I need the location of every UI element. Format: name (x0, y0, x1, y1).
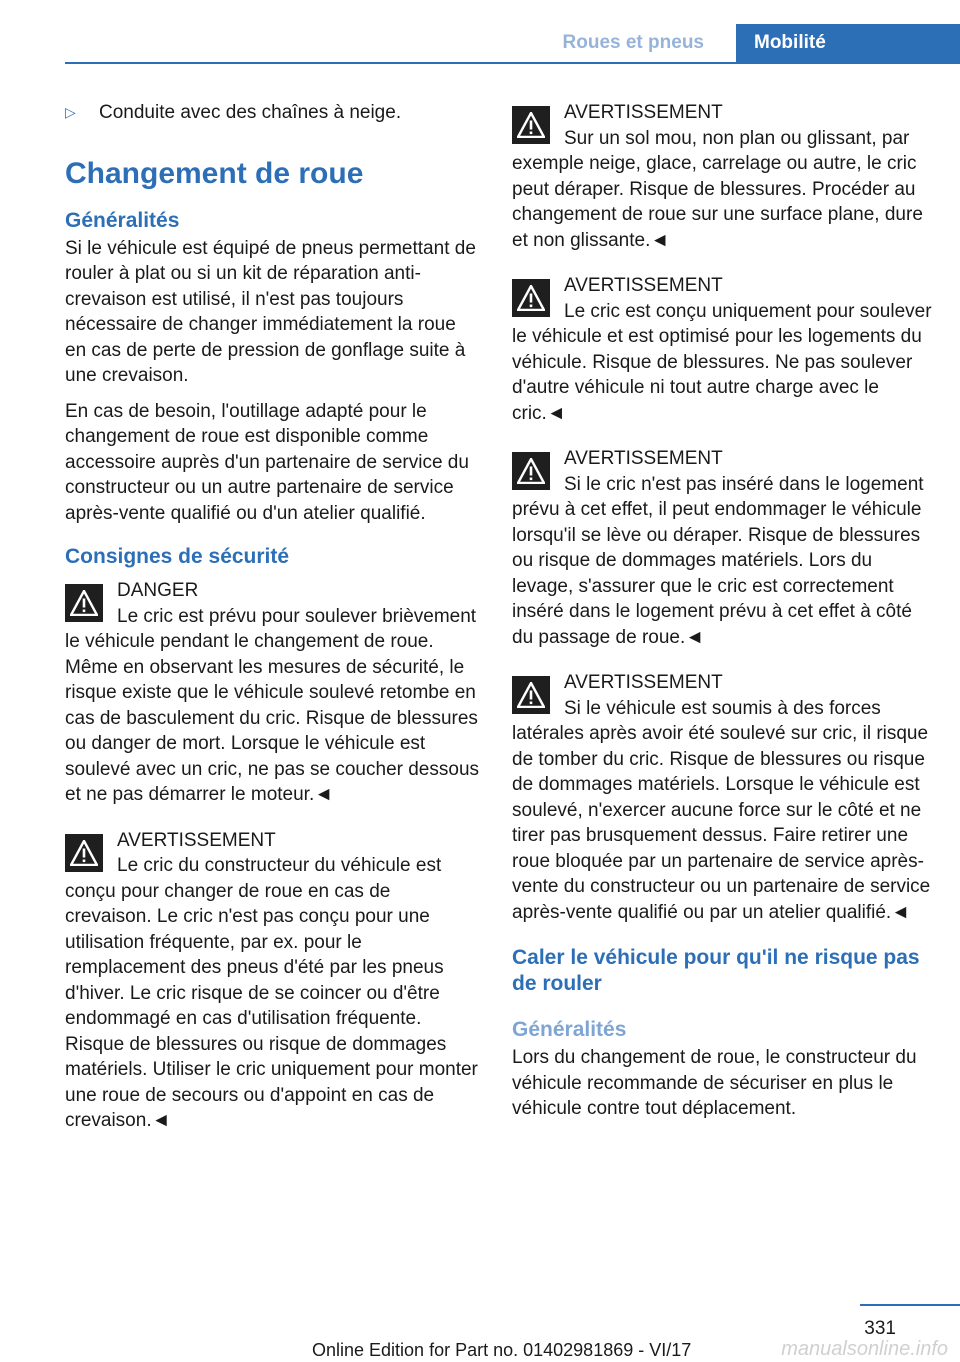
warning-title: AVERTISSEMENT (117, 829, 276, 851)
warning-text: Si le cric n'est pas inséré dans le logement prévu à cet effet, il peut endommager le véhicule lorsqu'il se lève ou déraper. Risque de blessures ou risque de dommages matériels. Lors du levage, s'assurer que le cric est correctement inséré dans le logement prévu à cet effet à côté du passage de roue.◄ (512, 473, 924, 648)
footer-rule (860, 1304, 960, 1306)
warning-text: Le cric est prévu pour soulever brièvement le véhicule pendant le changement de roue. Même en observant les mesures de sécurité, le risque existe que le véhicule soulevé retombe en cas de basculement du cric. Risque de blessures ou danger de mort. Lorsque le véhicule est soulevé avec un cric, ne pas se coucher dessous et ne pas démarrer le moteur.◄ (65, 605, 480, 805)
left-column (65, 100, 480, 1154)
warning-text: Le cric du constructeur du véhicule est conçu pour changer de roue en cas de crevaison. Le cric n'est pas conçu pour une utilisation fréquente, par ex. pour le remplacement des pneus d'été par les pneus d'hiver. Le cric risque de se coincer ou d'être endommagé en cas d'utilisation fréquente. Risque de blessures ou risque de dommages matériels. Utiliser le cric uniquement pour monter une roue de secours ou d'appoint en cas de crevaison.◄ (65, 855, 478, 1131)
warning-triangle-icon (65, 584, 103, 622)
right-column (512, 100, 932, 1132)
subsubsection-title-general: Généralités (512, 1018, 627, 1041)
warning-block (512, 446, 932, 650)
warning-title: AVERTISSEMENT (564, 275, 723, 296)
chapter-tab: Mobilité (736, 24, 960, 62)
danger-block (65, 578, 480, 808)
paragraph: Si le véhicule est équipé de pneus permettant de rouler à plat ou si un kit de réparation anti-crevaison est utilisé, il n'est pas toujours nécessaire de changer immédiatement la roue en cas de perte de pression de gonflage suite à une crevaison. (65, 237, 476, 386)
warning-triangle-icon (512, 452, 550, 490)
warning-block (65, 828, 480, 1134)
paragraph: En cas de besoin, l'outillage adapté pour le changement de roue est disponible comme accessoire auprès d'un partenaire de service du constructeur ou un autre partenaire de service après-vente qualifié ou d'un atelier qualifié. (65, 400, 469, 524)
warning-block (512, 670, 932, 925)
subsection-title-safety: Consignes de sécurité (65, 545, 290, 568)
warning-triangle-icon (512, 676, 550, 714)
warning-text: Sur un sol mou, non plan ou glissant, par exemple neige, glace, carrelage ou autre, le cric peut déraper. Risque de blessures. Procéder au changement de roue sur une surface plane, dure et non glissante.◄ (512, 127, 923, 251)
list-item (65, 100, 480, 126)
warning-title: AVERTISSEMENT (564, 672, 723, 693)
warning-triangle-icon (512, 106, 550, 144)
warning-text: Le cric est conçu uniquement pour soulever le véhicule et est optimisé pour les logements du véhicule. Risque de blessures. Ne pas soulever d'autre véhicule ni tout autre charge avec le cric.◄ (512, 300, 932, 424)
warning-title: AVERTISSEMENT (564, 102, 723, 123)
warning-triangle-icon (512, 279, 550, 317)
list-item-text: Conduite avec des chaînes à neige. (99, 102, 402, 123)
triangle-bullet-icon: ▷ (65, 104, 76, 120)
paragraph: Lors du changement de roue, le constructeur du véhicule recommande de sécuriser en plus le véhicule contre tout déplacement. (512, 1047, 917, 1119)
page-number: 331 (864, 1318, 896, 1339)
section-tab: Roues et pneus (562, 32, 704, 53)
warning-block (512, 100, 932, 253)
watermark: manualsonline.info (781, 1338, 948, 1360)
page-header (65, 24, 960, 64)
warning-title: DANGER (117, 580, 199, 601)
subsection-title-chock: Caler le véhicule pour qu'il ne risque pas de rouler (512, 946, 920, 995)
section-title: Changement de roue (65, 156, 364, 190)
subsection-title-general: Généralités (65, 208, 180, 232)
warning-title: AVERTISSEMENT (564, 448, 723, 469)
warning-block (512, 273, 932, 426)
warning-text: Si le véhicule est soumis à des forces latérales après avoir été soulevé sur cric, il risque de tomber du cric. Risque de blessures ou risque de dommages matériels. Lorsque le véhicule est soulevé, n'exercer aucune force sur le côté et ne tirer pas brusquement dessus. Faire retirer une roue bloquée par un partenaire de service après-vente du constructeur ou un partenaire de service après-vente qualifié ou par un atelier qualifié.◄ (512, 697, 931, 923)
edition-note: Online Edition for Part no. 01402981869 - VI/17 (312, 1340, 692, 1360)
warning-triangle-icon (65, 834, 103, 872)
